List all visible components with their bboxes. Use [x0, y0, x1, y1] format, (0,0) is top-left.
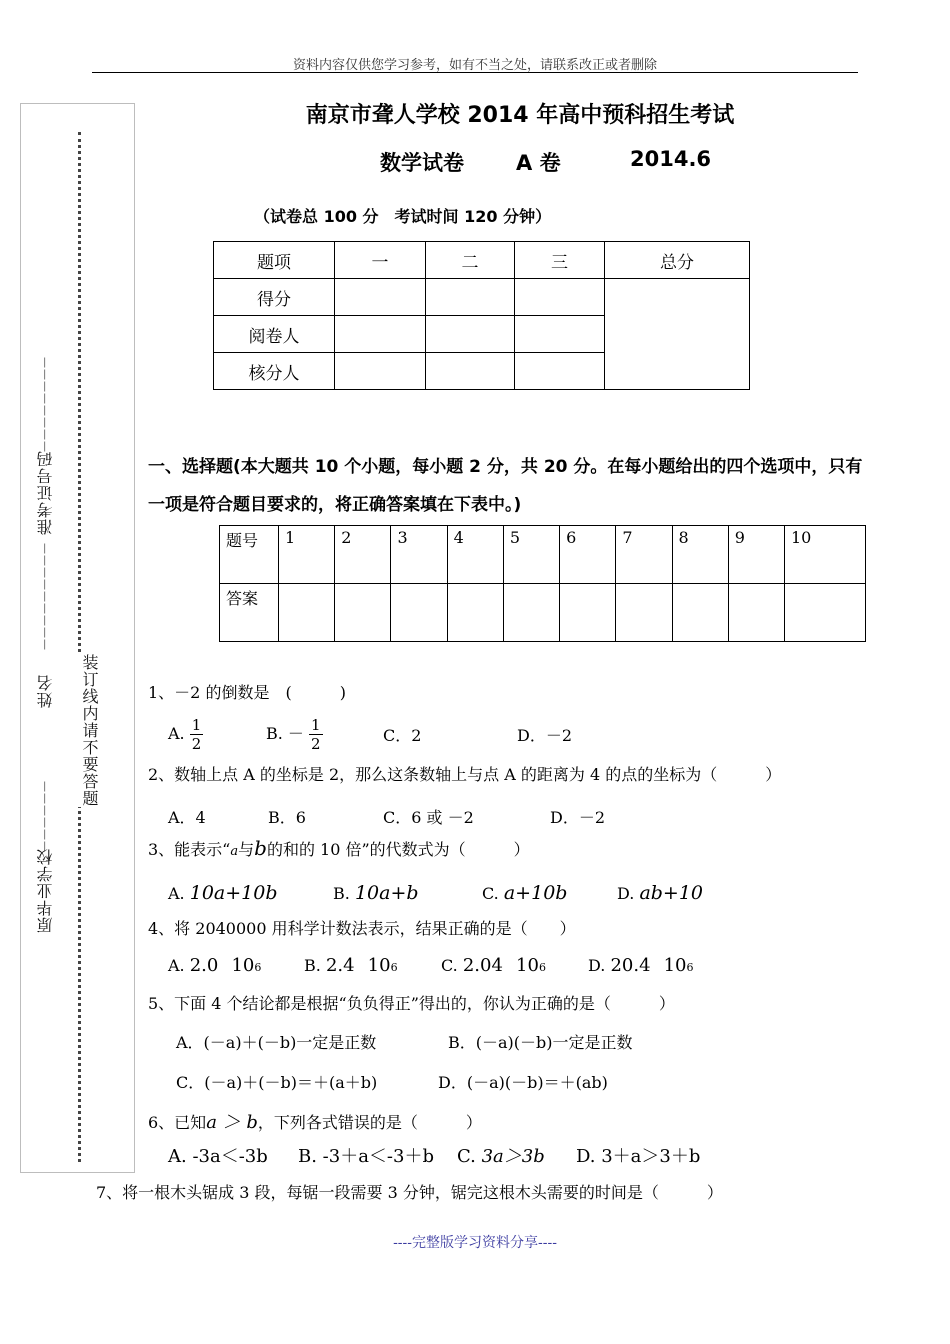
answer-row-label-answer: 答案 [220, 584, 279, 642]
q4-option-b-label: B. [304, 956, 321, 975]
score-cell[interactable] [426, 353, 515, 390]
fraction-denominator: 2 [311, 735, 321, 753]
label-binding-notice: 装订线内请不要答题 [80, 654, 99, 807]
score-header-1: 一 [335, 242, 426, 279]
q2-option-d: D．－2 [550, 808, 606, 827]
answer-cell[interactable] [391, 584, 447, 642]
q6-option-d: D. 3＋a＞3＋b [576, 1146, 701, 1167]
q3-option-d-label: D. [617, 884, 635, 903]
score-cell[interactable] [515, 353, 605, 390]
score-cell[interactable] [335, 279, 426, 316]
q4-option-d [588, 955, 694, 976]
answer-table [219, 525, 866, 642]
q6-option-c-label: C. [457, 1146, 476, 1167]
q4-option-d-coef: 20.4 [610, 955, 651, 976]
q3-option-b-expr: 10a+b [354, 882, 419, 904]
score-cell[interactable] [335, 316, 426, 353]
q4-option-b-exp: 6 [390, 961, 398, 974]
label-exam-number: 准考证号码 [36, 450, 55, 535]
score-cell[interactable] [426, 279, 515, 316]
q3-var-b: b [254, 836, 267, 860]
answer-cell[interactable] [616, 584, 672, 642]
q4-option-b [304, 955, 398, 976]
answer-number: 10 [784, 526, 865, 584]
dash-line: －－－－－－－－－ [36, 542, 51, 651]
q3-var-a: a [230, 844, 239, 859]
q5-option-b: B．(－a)(－b)一定是正数 [448, 1033, 633, 1052]
q1-option-a-fraction [190, 716, 204, 753]
q3-option-b [333, 882, 419, 904]
q5-option-d: D．(－a)(－b)＝＋(ab) [438, 1073, 608, 1092]
q3-text-post: 的和的 10 倍”的代数式为（ ） [266, 840, 530, 859]
q4-option-a-label: A. [168, 956, 185, 975]
answer-number: 1 [279, 526, 335, 584]
question-3 [148, 836, 530, 860]
answer-cell[interactable] [784, 584, 865, 642]
q1-option-a-label: A. [168, 724, 185, 743]
question-2: 2、数轴上点 A 的坐标是 2，那么这条数轴上与点 A 的距离为 4 的点的坐标为（ ） [148, 765, 782, 784]
q1-option-b-fraction [309, 716, 323, 753]
header-rule [92, 72, 858, 73]
q4-option-c-base: 10 [516, 955, 539, 976]
q6-option-a: A. -3a＜-3b [168, 1146, 268, 1167]
score-header-item: 题项 [214, 242, 335, 279]
q3-option-c [482, 882, 567, 904]
score-cell[interactable] [515, 279, 605, 316]
q4-option-d-label: D. [588, 956, 606, 975]
score-cell[interactable] [426, 316, 515, 353]
q1-option-b [266, 716, 323, 753]
answer-number: 8 [672, 526, 728, 584]
answer-number: 3 [391, 526, 447, 584]
footer-note: ----完整版学习资料分享---- [393, 1235, 557, 1251]
score-header-total: 总分 [605, 242, 750, 279]
section1-title: 一、选择题(本大题共 10 个小题，每小题 2 分，共 20 分。在每小题给出的四个选项中，只有一项是符合题目要求的，将正确答案填在下表中。) [148, 457, 863, 515]
q2-option-b: B．6 [268, 808, 306, 827]
q4-option-c-label: C. [441, 956, 458, 975]
subtitle-date: 2014.6 [630, 147, 712, 171]
dash-line: －－－－－－ [36, 780, 51, 853]
fraction-numerator: 1 [191, 716, 202, 734]
answer-cell[interactable] [560, 584, 616, 642]
q2-option-a: A．4 [168, 808, 206, 827]
q3-text-pre: 3、能表示“ [148, 840, 231, 859]
fraction-denominator: 2 [191, 735, 202, 753]
answer-number: 6 [560, 526, 616, 584]
total-score-cell[interactable] [605, 279, 750, 390]
subtitle-paper: A 卷 [516, 151, 561, 175]
answer-row-label-number: 题号 [220, 526, 279, 584]
q4-option-c-exp: 6 [538, 961, 546, 974]
question-5: 5、下面 4 个结论都是根据“负负得正”得出的，你认为正确的是（ ） [148, 994, 675, 1013]
exam-title: 南京市聋人学校 2014 年高中预科招生考试 [305, 103, 735, 128]
score-cell[interactable] [515, 316, 605, 353]
q3-option-d-expr: ab+10 [639, 882, 704, 904]
binding-dotted-line [78, 132, 81, 1162]
answer-number: 2 [335, 526, 391, 584]
label-school: 原毕业学校 [36, 848, 55, 933]
answer-number: 7 [616, 526, 672, 584]
q1-option-c: C．2 [383, 726, 422, 745]
q3-text-mid: 与 [238, 840, 255, 859]
header-note: 资料内容仅供您学习参考，如有不当之处，请联系改正或者删除 [292, 58, 657, 73]
q1-option-a [168, 716, 203, 753]
q4-option-d-base: 10 [663, 955, 687, 976]
label-name: 姓名 [36, 674, 55, 708]
q3-option-a-expr: 10a+10b [189, 882, 278, 904]
q4-option-a-base: 10 [231, 955, 255, 976]
score-header-2: 二 [426, 242, 515, 279]
q1-option-d: D．－2 [517, 726, 573, 745]
answer-cell[interactable] [447, 584, 503, 642]
q1-option-b-label: B. － [266, 724, 304, 743]
subtitle-exam: 数学试卷 [380, 151, 464, 175]
q2-option-c: C．6 或 －2 [383, 808, 474, 827]
score-cell[interactable] [335, 353, 426, 390]
question-6 [148, 1108, 482, 1134]
dash-line: －－－－－－－－ [36, 356, 51, 453]
answer-number: 4 [447, 526, 503, 584]
q6-condition: a ＞ b [206, 1112, 258, 1133]
q5-option-a: A．(－a)＋(－b)一定是正数 [176, 1033, 377, 1052]
q6-option-c [457, 1142, 545, 1168]
q3-option-a [168, 882, 278, 904]
q3-option-c-label: C. [482, 884, 499, 903]
score-table [213, 241, 750, 390]
q3-option-d [617, 882, 703, 904]
score-row-reviewer: 阅卷人 [214, 316, 335, 353]
score-row-checker: 核分人 [214, 353, 335, 390]
answer-number: 9 [728, 526, 784, 584]
score-row-score: 得分 [214, 279, 335, 316]
q4-option-b-coef: 2.4 [325, 955, 355, 976]
q3-option-a-label: A. [168, 884, 185, 903]
q4-option-d-exp: 6 [686, 961, 694, 974]
q3-option-c-expr: a+10b [503, 882, 568, 904]
q6-option-c-expr: 3a＞3b [481, 1146, 545, 1167]
score-header-3: 三 [515, 242, 605, 279]
q4-option-a [168, 955, 261, 976]
q4-option-c [441, 955, 546, 976]
answer-cell[interactable] [279, 584, 335, 642]
q4-option-b-base: 10 [367, 955, 391, 976]
q4-option-a-exp: 6 [254, 961, 262, 974]
q4-option-a-coef: 2.0 [189, 955, 219, 976]
question-1: 1、－2 的倒数是 ( ) [148, 683, 346, 702]
exam-info: （试卷总 100 分 考试时间 120 分钟） [254, 207, 552, 226]
answer-cell[interactable] [335, 584, 391, 642]
answer-cell[interactable] [503, 584, 559, 642]
answer-number: 5 [503, 526, 559, 584]
q5-option-c: C．(－a)＋(－b)＝＋(a＋b) [176, 1073, 378, 1092]
q6-option-b: B. -3＋a＜-3＋b [298, 1146, 434, 1167]
fraction-numerator: 1 [311, 716, 321, 734]
answer-cell[interactable] [728, 584, 784, 642]
question-7: 7、将一根木头锯成 3 段，每锯一段需要 3 分钟，锯完这根木头需要的时间是（ ） [96, 1183, 723, 1202]
answer-cell[interactable] [672, 584, 728, 642]
q6-text-post: ，下列各式错误的是（ ） [257, 1113, 482, 1132]
q6-text-pre: 6、已知 [148, 1113, 207, 1132]
q3-option-b-label: B. [333, 884, 350, 903]
q4-option-c-coef: 2.04 [462, 955, 503, 976]
question-4: 4、将 2040000 用科学计数法表示，结果正确的是（ ） [148, 919, 576, 938]
